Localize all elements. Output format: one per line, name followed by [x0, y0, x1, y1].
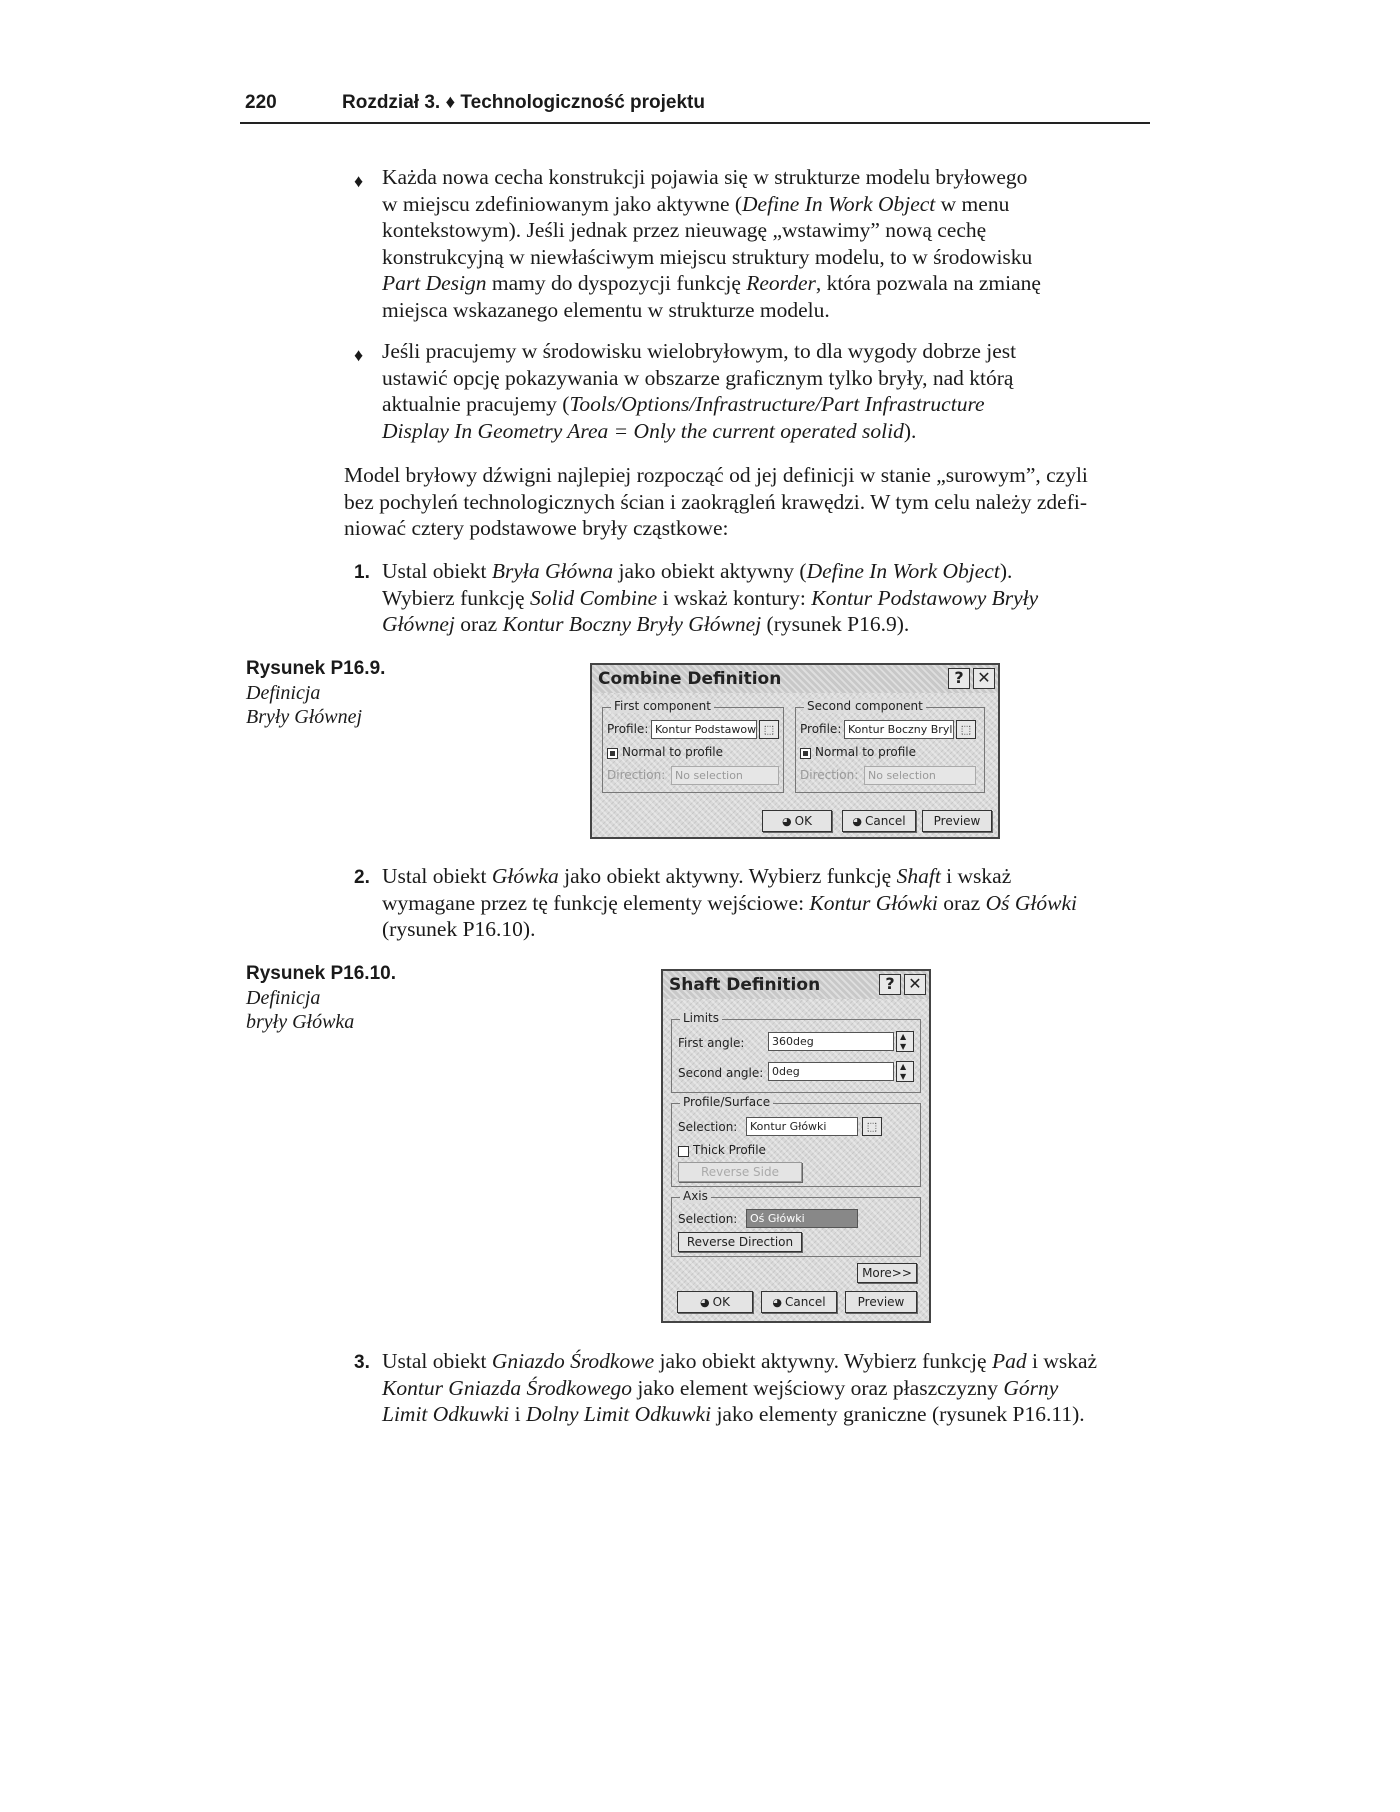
dialog-titlebar	[592, 665, 998, 693]
ok-button[interactable]: ◕ OK	[677, 1291, 753, 1313]
select-icon[interactable]: ⬚	[862, 1117, 882, 1136]
text-line: niować cztery podstawowe bryły cząstkowe:	[344, 516, 729, 540]
normal-to-profile-checkbox[interactable]	[607, 748, 618, 759]
text-line: miejsca wskazanego elementu w strukturze modelu.	[382, 297, 830, 322]
cancel-button[interactable]: ◕ Cancel	[761, 1291, 837, 1313]
text-line: Part Design mamy do dyspozycji funkcję Reorder, która pozwala na zmianę	[382, 271, 1041, 295]
checkbox-label: Thick Profile	[693, 1143, 766, 1157]
bullet-2-text	[382, 338, 1102, 444]
first-angle-input[interactable]: 360deg	[768, 1032, 894, 1051]
figure-caption-p16-9	[246, 657, 446, 729]
second-component-group	[795, 699, 985, 793]
chapter-title: Rozdział 3. ♦ Technologiczność projektu	[342, 92, 705, 113]
text-line: aktualnie pracujemy (Tools/Options/Infrastructure/Part Infrastructure	[382, 392, 985, 416]
bullet-marker: ♦	[354, 171, 364, 191]
checkbox-label: Normal to profile	[815, 745, 916, 759]
reverse-side-button[interactable]: Reverse Side	[678, 1162, 802, 1182]
text-line: Jeśli pracujemy w środowisku wielobryłowym, to dla wygody dobrze jest	[382, 339, 1017, 363]
group-label: First component	[611, 699, 714, 713]
second-angle-input[interactable]: 0deg	[768, 1062, 894, 1081]
profile-label: Profile:	[800, 722, 842, 736]
first-direction-field: No selection	[671, 766, 779, 785]
reverse-direction-button[interactable]: Reverse Direction	[678, 1232, 802, 1252]
preview-button[interactable]: Preview	[845, 1291, 917, 1313]
bullet-marker: ♦	[354, 345, 364, 365]
combine-definition-dialog	[590, 663, 1000, 839]
help-button[interactable]: ?	[948, 668, 970, 689]
first-angle-label: First angle:	[678, 1036, 745, 1050]
dialog-title: Combine Definition	[598, 669, 782, 689]
group-label: Profile/Surface	[680, 1095, 773, 1109]
second-profile-field[interactable]: Kontur Boczny Bryl	[844, 720, 954, 739]
axis-selection-field[interactable]: Oś Główki	[746, 1209, 858, 1228]
step-number: 2.	[354, 867, 370, 888]
close-button[interactable]: ✕	[973, 668, 995, 689]
ok-icon: ◕	[782, 815, 792, 828]
thick-profile-checkbox[interactable]	[678, 1146, 689, 1157]
step-number: 1.	[354, 562, 370, 583]
group-label: Second component	[804, 699, 926, 713]
step-3-text	[382, 1348, 1152, 1428]
axis-group	[671, 1189, 921, 1257]
shaft-definition-dialog	[661, 969, 931, 1323]
dialog-title: Shaft Definition	[669, 975, 821, 995]
step-1-text	[382, 558, 1152, 638]
figure-caption-p16-10	[246, 962, 446, 1034]
caption-subtitle: Bryły Głównej	[246, 706, 363, 728]
text-line: Głównej oraz Kontur Boczny Bryły Głównej (rysunek P16.9).	[382, 612, 910, 636]
text-line: Display In Geometry Area = Only the current operated solid).	[382, 418, 917, 443]
checkbox-label: Normal to profile	[622, 745, 723, 759]
text-line: konstrukcyjną w niewłaściwym miejscu struktury modelu, to w środowisku	[382, 244, 1033, 269]
text-line: Wybierz funkcję Solid Combine i wskaż kontury: Kontur Podstawowy Bryły	[382, 585, 1039, 610]
select-icon[interactable]: ⬚	[759, 720, 779, 739]
caption-title: Rysunek P16.10.	[246, 963, 396, 984]
text-line: bez pochyleń technologicznych ścian i zaokrągleń krawędzi. W tym celu należy zdefi-	[344, 489, 1088, 514]
page-number: 220	[245, 92, 277, 113]
limits-group	[671, 1011, 921, 1093]
caption-subtitle: Definicja	[246, 682, 321, 704]
profile-surface-group	[671, 1095, 921, 1187]
second-angle-label: Second angle:	[678, 1066, 764, 1080]
more-button[interactable]: More>>	[857, 1263, 917, 1283]
help-button[interactable]: ?	[879, 974, 901, 995]
selection-label: Selection:	[678, 1212, 738, 1226]
ok-icon: ◕	[700, 1296, 710, 1309]
text-line: w miejscu zdefiniowanym jako aktywne (Define In Work Object w menu	[382, 191, 1010, 216]
body-paragraph	[344, 462, 1156, 542]
step-2-text	[382, 863, 1152, 943]
first-component-group	[602, 699, 784, 793]
preview-button[interactable]: Preview	[922, 810, 992, 832]
caption-subtitle: Definicja	[246, 987, 321, 1009]
text-line: Każda nowa cecha konstrukcji pojawia się w strukturze modelu bryłowego	[382, 165, 1028, 189]
second-direction-field: No selection	[864, 766, 976, 785]
bullet-1-text	[382, 164, 1102, 323]
running-header	[240, 92, 1150, 124]
direction-label: Direction:	[800, 768, 859, 782]
text-line: wymagane przez tę funkcję elementy wejściowe: Kontur Główki oraz Oś Główki	[382, 890, 1077, 915]
first-angle-spinner[interactable]	[896, 1031, 914, 1052]
selection-label: Selection:	[678, 1120, 738, 1134]
dialog-titlebar	[663, 971, 929, 999]
profile-selection-field[interactable]: Kontur Główki	[746, 1117, 858, 1136]
direction-label: Direction:	[607, 768, 666, 782]
select-icon[interactable]: ⬚	[956, 720, 976, 739]
step-number: 3.	[354, 1352, 370, 1373]
text-line: kontekstowym). Jeśli jednak przez nieuwagę „wstawimy” nową cechę	[382, 218, 987, 242]
text-line: Model bryłowy dźwigni najlepiej rozpocząć od jej definicji w stanie „surowym”, czyli	[344, 463, 1088, 487]
first-profile-field[interactable]: Kontur Podstawow	[651, 720, 757, 739]
cancel-button[interactable]: ◕ Cancel	[842, 810, 916, 832]
ok-button[interactable]: ◕ OK	[762, 810, 832, 832]
text-line: Ustal obiekt Główka jako obiekt aktywny. Wybierz funkcję Shaft i wskaż	[382, 864, 1012, 888]
caption-title: Rysunek P16.9.	[246, 658, 386, 679]
cancel-icon: ◕	[852, 815, 862, 828]
close-button[interactable]: ✕	[904, 974, 926, 995]
group-label: Axis	[680, 1189, 711, 1203]
profile-label: Profile:	[607, 722, 649, 736]
text-line: ustawić opcję pokazywania w obszarze graficznym tylko bryły, nad którą	[382, 365, 1014, 390]
caption-subtitle: bryły Główka	[246, 1011, 355, 1033]
cancel-icon: ◕	[772, 1296, 782, 1309]
text-line: Kontur Gniazda Środkowego jako element wejściowy oraz płaszczyzny Górny	[382, 1375, 1059, 1400]
text-line: (rysunek P16.10).	[382, 917, 536, 941]
second-angle-spinner[interactable]	[896, 1061, 914, 1082]
text-line: Ustal obiekt Bryła Główna jako obiekt aktywny (Define In Work Object).	[382, 559, 1013, 583]
group-label: Limits	[680, 1011, 722, 1025]
normal-to-profile-checkbox[interactable]	[800, 748, 811, 759]
text-line: Ustal obiekt Gniazdo Środkowe jako obiekt aktywny. Wybierz funkcję Pad i wskaż	[382, 1349, 1098, 1373]
text-line: Limit Odkuwki i Dolny Limit Odkuwki jako elementy graniczne (rysunek P16.11).	[382, 1402, 1085, 1426]
